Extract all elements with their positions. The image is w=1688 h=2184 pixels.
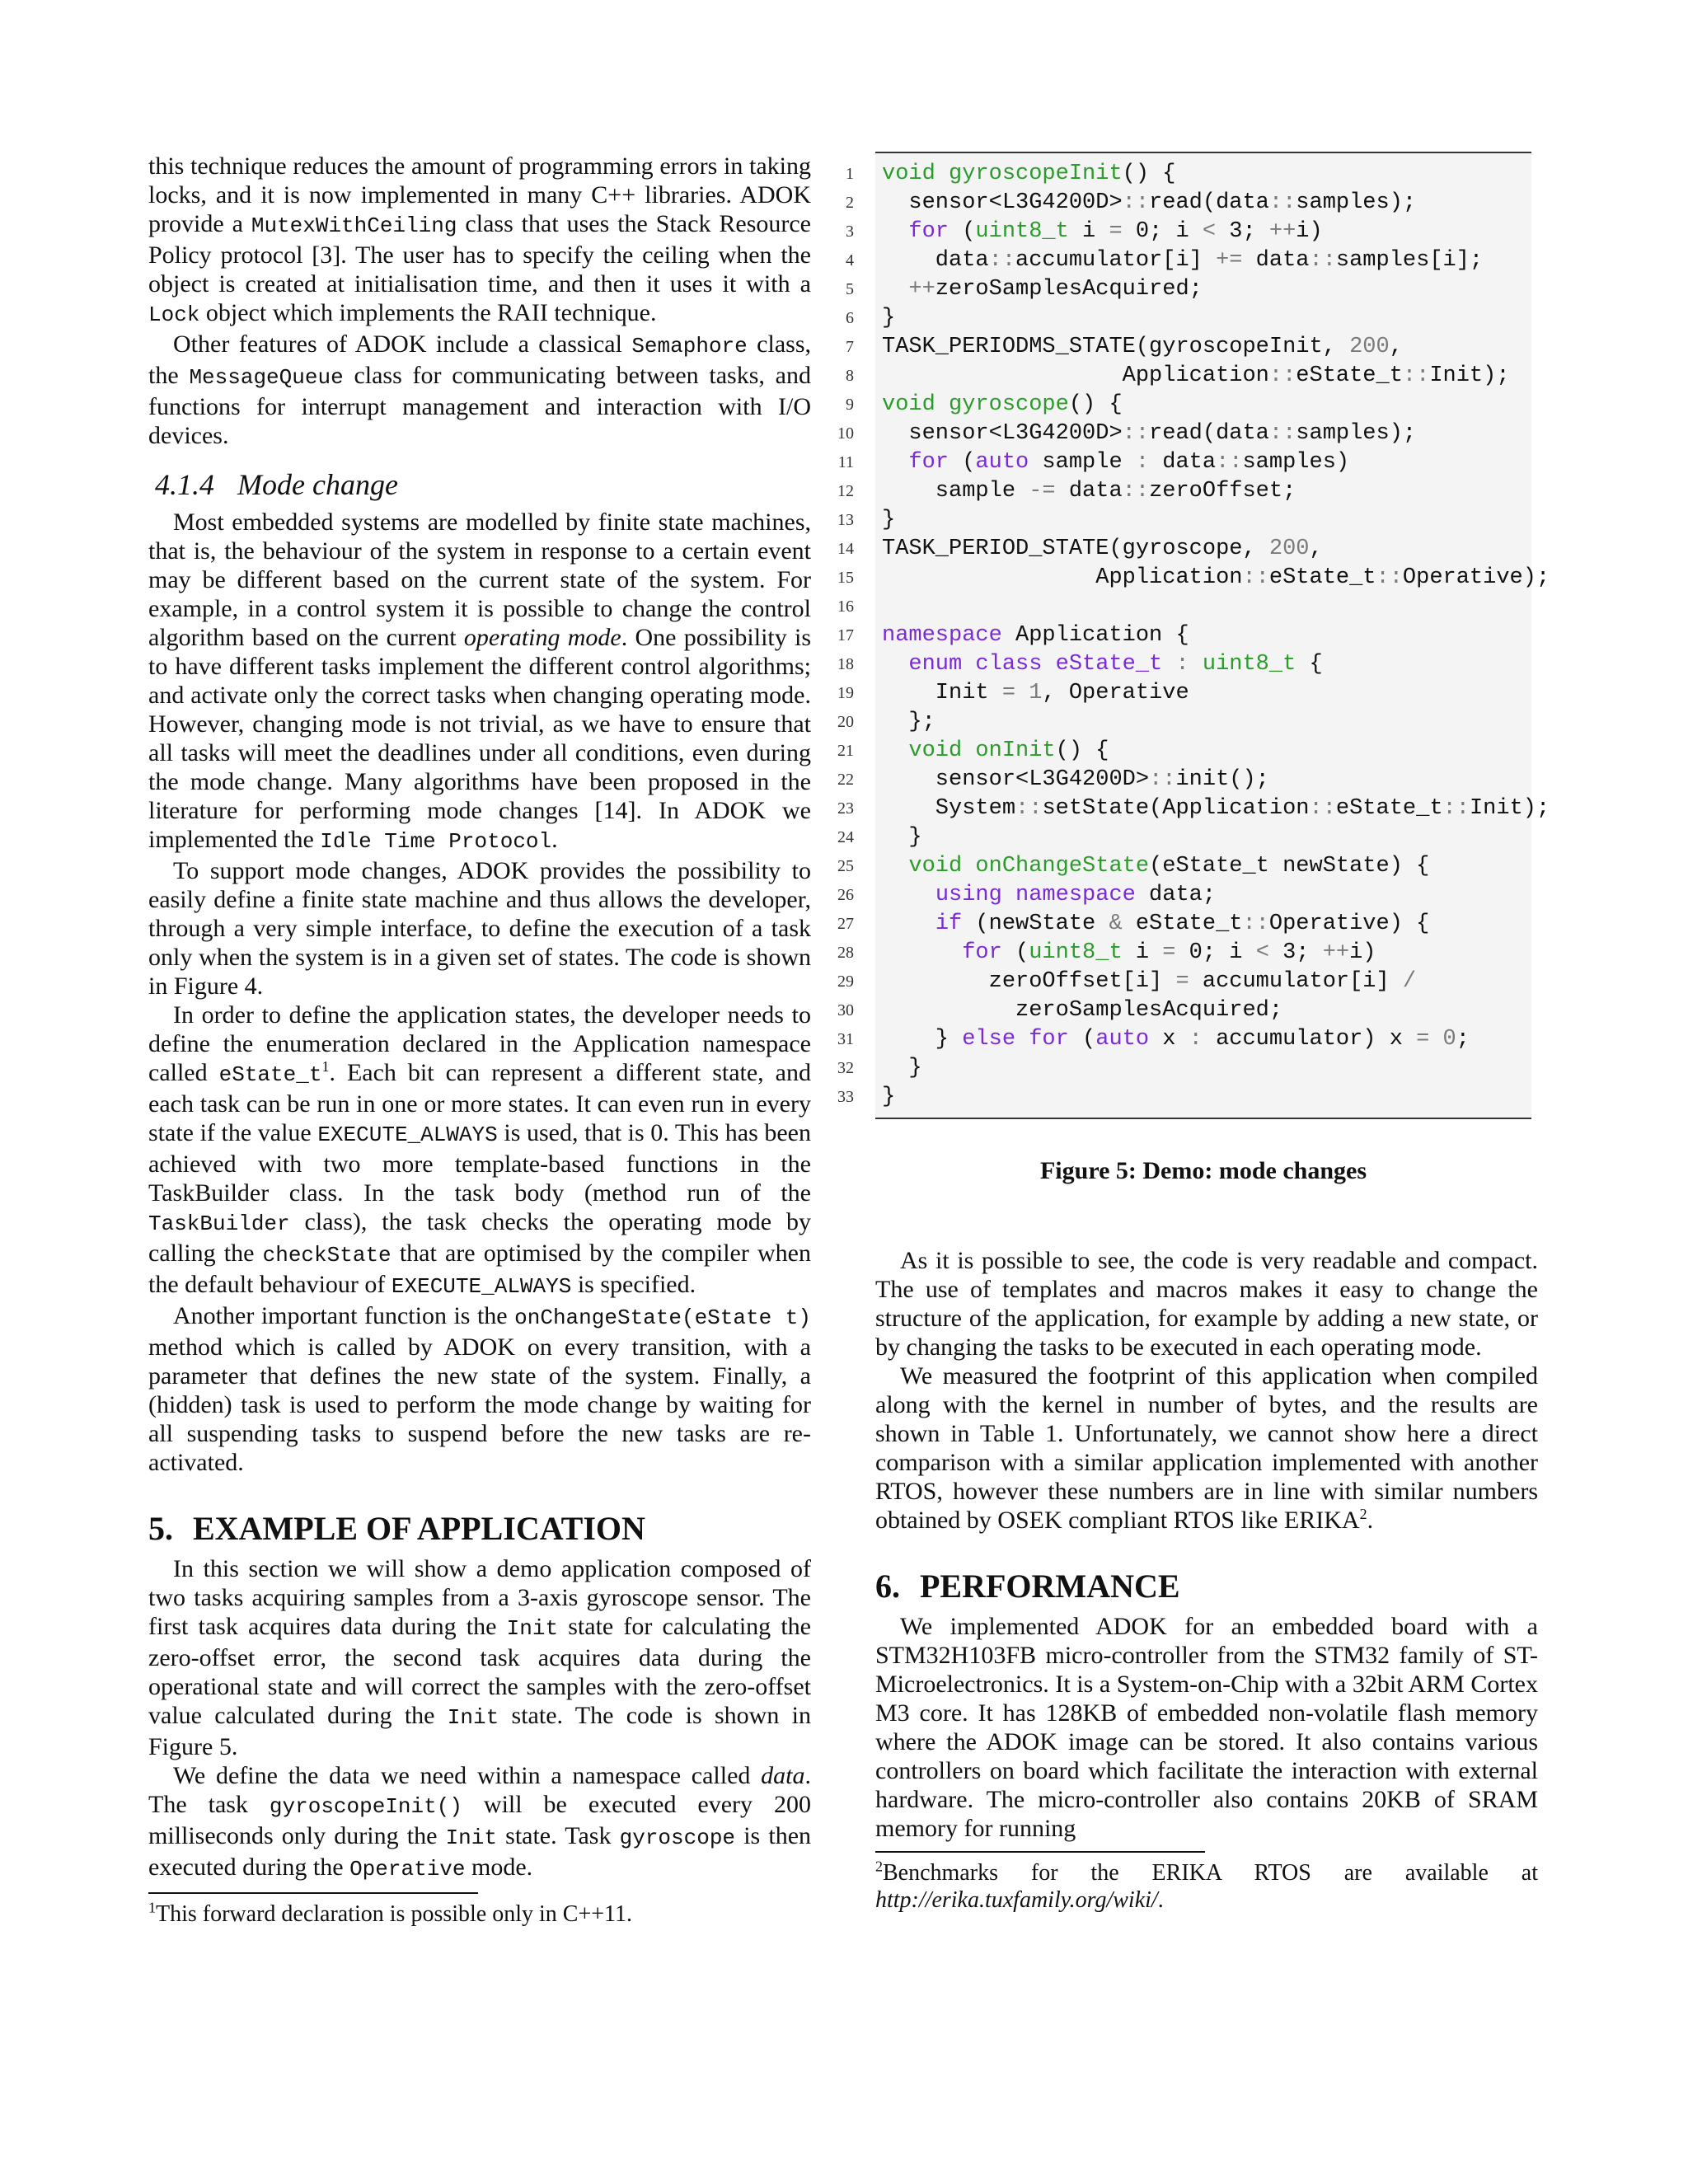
code-line: 22 sensor<L3G4200D>::init(); xyxy=(837,767,1269,792)
left-column xyxy=(148,152,811,1928)
code-line: 19 Init = 1, Operative xyxy=(837,681,1189,705)
code-line: 4 data::accumulator[i] += data::samples[i]; xyxy=(846,248,1484,273)
footnote-rule xyxy=(148,1892,478,1894)
footnote-url: http://erika.tuxfamily.org/wiki/ xyxy=(875,1887,1158,1913)
section-heading: 5. EXAMPLE OF APPLICATION xyxy=(148,1510,645,1547)
paragraph: As it is possible to see, the code is very readable and compact. The use of templates and macros makes it easy to change the structure of the application, for example by adding a new state, or by changing the tasks to be executed in each operating mode. xyxy=(875,1247,1538,1361)
code-line: 5 ++zeroSamplesAcquired; xyxy=(846,277,1203,302)
subsection-heading: 4.1.4 Mode change xyxy=(155,468,398,501)
code-line: 26 using namespace data; xyxy=(837,883,1217,907)
code-line: 20 }; xyxy=(837,710,935,734)
footnote-marker: 1 xyxy=(321,1058,330,1075)
code-line: 33 } xyxy=(837,1085,896,1109)
code-line: 15 Application::eState_t::Operative); xyxy=(837,565,1550,590)
section-heading: 6. PERFORMANCE xyxy=(875,1568,1180,1605)
code-line: 9 void gyroscope() { xyxy=(846,392,1123,417)
paragraph: We implemented ADOK for an embedded board with a STM32H103FB micro-controller from the STM32 family of ST-Microelectronics. It is a System-on-Chip with a 32bit ARM Cortex M3 core. It has 128KB of embedded non-volatile flash memory where the ADOK image can be stored. It also contains various controllers on board which facilitate the interaction with external hardware. The micro-controller also contains 20KB of SRAM memory for running xyxy=(875,1613,1538,1842)
code-line: 28 for (uint8_t i = 0; i < 3; ++i) xyxy=(837,940,1376,965)
paragraph: In this section we will show a demo application composed of two tasks acquiring samples from a 3-axis gyroscope sensor. The first task acquires data during the Init state for calculating the zero-offset error, the second task acquires data during the operational state and will correct the samples with the zero-offset value calculated during the Init state. The code is shown in Figure 5. xyxy=(148,1555,812,1760)
code-listing xyxy=(837,152,1550,1119)
code-line: 17 namespace Application { xyxy=(837,623,1189,648)
code-line: 13 } xyxy=(837,508,896,532)
footnote-rule xyxy=(875,1851,1205,1853)
code-line: 1 void gyroscopeInit() { xyxy=(846,162,1176,186)
footnote: $^1$This forward declaration is possible only in C++11. xyxy=(148,1899,633,1927)
paragraph: To support mode changes, ADOK provides the possibility to easily define a finite state machine and thus allows the developer, through a very simple interface, to define the execution of a task only when the system is in a given set of states. The code is shown in Figure 4. xyxy=(148,857,811,1000)
code-line: 8 Application::eState_t::Init); xyxy=(846,363,1510,388)
code-line: 32 } xyxy=(837,1056,922,1080)
code-line: 23 System::setState(Application::eState_t::Init); xyxy=(837,796,1550,821)
footnote-marker: 2 xyxy=(1359,1506,1367,1522)
paragraph: this technique reduces the amount of programming errors in taking locks, and it is now implemented in many C++ libraries. ADOK provide a MutexWithCeiling class that uses the Stack Resource Policy protocol [3]. The user has to specify the ceiling when the object is created at initialisation time, and then it uses it with a Lock object which implements the RAII technique. xyxy=(148,152,811,327)
code-line: 11 for (auto sample : data::samples) xyxy=(837,450,1350,475)
right-column xyxy=(875,1246,1538,1914)
figure-caption: Figure 5: Demo: mode changes xyxy=(1039,1157,1367,1184)
code-line: 14 TASK_PERIOD_STATE(gyroscope, 200, xyxy=(837,537,1323,561)
code-line: 31 } else for (auto x : accumulator) x = 0; xyxy=(837,1027,1470,1052)
code-line: 3 for (uint8_t i = 0; i < 3; ++i) xyxy=(846,219,1323,244)
code-line: 30 zeroSamplesAcquired; xyxy=(837,998,1283,1023)
code-line: 7 TASK_PERIODMS_STATE(gyroscopeInit, 200, xyxy=(846,335,1403,359)
code-line: 27 if (newState & eState_t::Operative) { xyxy=(837,912,1430,936)
code-line: 6 } xyxy=(846,306,896,330)
paragraph: Other features of ADOK include a classical Semaphore class, the MessageQueue class for communicating between tasks, and functions for interrupt management and interaction with I/O devices. xyxy=(148,330,811,449)
code-line: 24 } xyxy=(837,825,922,850)
code-line: 10 sensor<L3G4200D>::read(data::samples); xyxy=(837,421,1417,446)
code-line: 16 xyxy=(837,598,854,616)
footnote: $^2$Benchmarks for the ERIKA RTOS are available at http://erika.tuxfamily.org/wiki/. xyxy=(875,1858,1538,1913)
paragraph: Another important function is the onChangeState(eState t) method which is called by ADOK on every transition, with a parameter that defines the new state of the system. Finally, a (hidden) task is used to perform the mode change by waiting for all suspending tasks to suspend before the new tasks are re-activated. xyxy=(148,1302,812,1476)
paragraph: In order to define the application states, the developer needs to define the enumeration declared in the Application namespace called $eState\_t^1$. Each bit can represent a different state, and each task can be run in one or more states. It can even run in every state if the value EXECUTE_ALWAYS is used, that is 0. This has been achieved with two more template-based functions in the TaskBuilder class. In the task body (method run of the TaskBuilder class), the task checks the operating mode by calling the checkState that are optimised by the compiler when the default behaviour of EXECUTE_ALWAYS is specified. xyxy=(148,1001,811,1299)
paragraph: Most embedded systems are modelled by finite state machines, that is, the behaviour of the system in response to a certain event may be different based on the current state of the system. For example, in a control system it is possible to change the control algorithm based on the current operating mode. One possibility is to have different tasks implement the different control algorithms; and activate only the correct tasks when changing operating mode. However, changing mode is not trivial, as we have to ensure that all tasks will meet the deadlines under all conditions, even during the mode change. Many algorithms have been proposed in the literature for performing mode changes [14]. In ADOK we implemented the Idle Time Protocol. xyxy=(148,509,812,854)
code-line: 29 zeroOffset[i] = accumulator[i] / xyxy=(837,969,1417,994)
code-line: 21 void onInit() { xyxy=(837,738,1109,763)
paragraph: We measured the footprint of this application when compiled along with the kernel in number of bytes, and the results are shown in Table 1. Unfortunately, we cannot show here a direct comparison with a similar application implemented with another RTOS, however these numbers are in line with similar numbers obtained by OSEK compliant RTOS like ERIKA$^2$. xyxy=(875,1362,1538,1534)
code-line: 25 void onChangeState(eState_t newState) { xyxy=(837,854,1430,879)
code-line: 18 enum class eState_t : uint8_t { xyxy=(837,652,1323,677)
code-line: 2 sensor<L3G4200D>::read(data::samples); xyxy=(846,190,1417,215)
paragraph: We define the data we need within a namespace called data. The task gyroscopeInit() will be executed every 200 milliseconds only during the Init state. Task gyroscope is then executed during the Operative mode. xyxy=(148,1762,812,1882)
code-line: 12 sample -= data::zeroOffset; xyxy=(837,479,1296,504)
